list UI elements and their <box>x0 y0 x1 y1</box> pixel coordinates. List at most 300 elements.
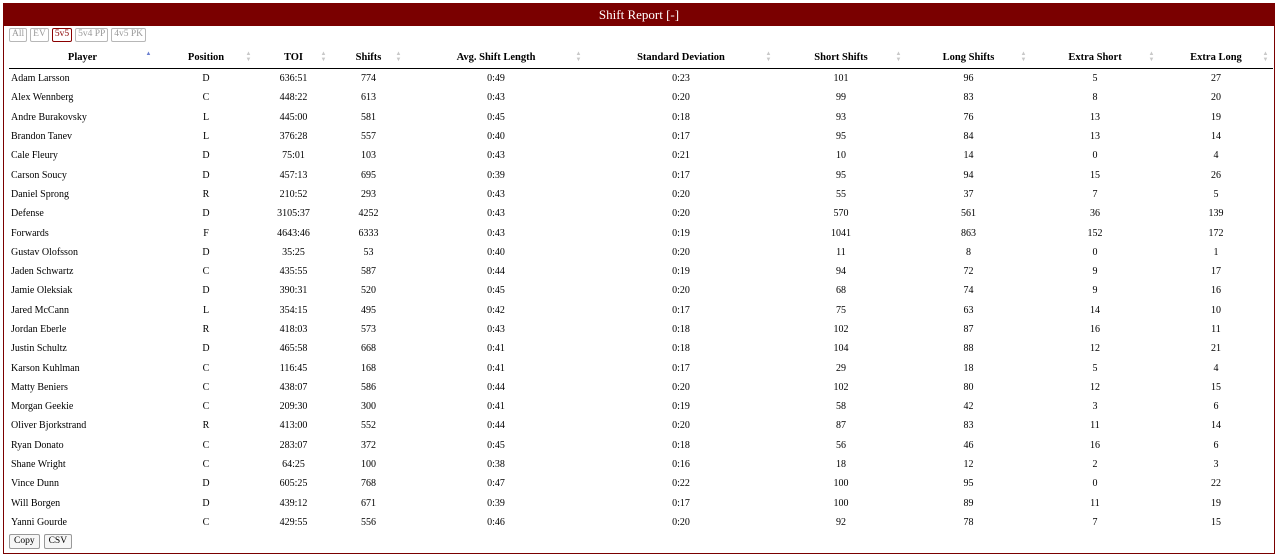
column-header-extra-long[interactable] <box>1159 46 1273 69</box>
table-cell: L <box>202 304 210 316</box>
column-label: Short Shifts <box>814 51 868 63</box>
table-cell: 0:44 <box>487 381 505 393</box>
table-cell: 520 <box>361 285 376 297</box>
table-cell: 0:16 <box>672 459 690 471</box>
table-cell: 774 <box>361 73 376 85</box>
sort-both-icon: ▲ ▼ <box>1262 51 1269 63</box>
table-cell: 4 <box>1213 362 1219 374</box>
table-cell: 75 <box>836 304 846 316</box>
table-cell: 0:42 <box>487 304 505 316</box>
table-cell: 20 <box>1211 92 1221 104</box>
table-cell: R <box>202 324 210 335</box>
table-cell: 74 <box>963 285 974 297</box>
player-name-cell: Jordan Eberle <box>11 324 67 335</box>
table-row <box>9 108 1273 127</box>
player-name-cell: Morgan Geekie <box>11 401 74 413</box>
table-cell: 636:51 <box>279 73 308 85</box>
table-cell: 84 <box>963 131 974 143</box>
table-row <box>9 416 1273 435</box>
table-cell: 0:18 <box>672 343 690 355</box>
table-cell: 376:28 <box>279 131 308 143</box>
table-cell: 0:17 <box>672 362 690 374</box>
table-cell: 0:18 <box>672 324 690 335</box>
filter-all[interactable]: All <box>9 28 27 42</box>
table-cell: 0:40 <box>487 246 505 258</box>
table-cell: 1041 <box>831 227 851 239</box>
table-cell: 104 <box>833 343 849 355</box>
table-cell: 0:20 <box>672 246 690 258</box>
table-cell: C <box>202 381 210 393</box>
table-cell: 100 <box>361 459 376 471</box>
sort-both-icon: ▲ ▼ <box>245 51 252 63</box>
table-cell: 695 <box>361 169 376 181</box>
report-title[interactable]: Shift Report [-] <box>4 4 1274 26</box>
table-row <box>9 436 1273 455</box>
table-cell: D <box>202 73 210 85</box>
table-cell: 495 <box>361 304 376 316</box>
table-cell: 587 <box>361 266 376 278</box>
table-cell: 75:01 <box>282 150 305 162</box>
situation-filter-bar <box>9 28 146 42</box>
table-cell: 283:07 <box>279 439 308 451</box>
table-cell: 0:20 <box>672 516 690 528</box>
table-cell: 53 <box>363 246 374 258</box>
table-cell: 15 <box>1211 381 1221 393</box>
table-row <box>9 146 1273 165</box>
table-cell: 5 <box>1092 73 1098 85</box>
table-cell: 5 <box>1213 188 1219 200</box>
table-cell: 4 <box>1213 150 1219 162</box>
table-row <box>9 88 1273 107</box>
table-cell: 35:25 <box>282 246 305 258</box>
table-cell: 12 <box>963 459 974 471</box>
table-cell: 100 <box>833 497 849 509</box>
table-cell: 29 <box>836 362 846 374</box>
sort-both-icon: ▲ ▼ <box>320 51 327 63</box>
sort-both-icon: ▲ ▼ <box>395 51 402 63</box>
table-cell: 96 <box>963 73 974 85</box>
sort-both-icon: ▲ ▼ <box>1148 51 1155 63</box>
table-cell: L <box>202 111 210 123</box>
table-cell: 354:15 <box>279 304 308 316</box>
table-cell: 570 <box>833 208 849 220</box>
table-row <box>9 281 1273 300</box>
table-cell: D <box>202 246 210 258</box>
table-cell: 27 <box>1211 73 1221 85</box>
table-cell: 102 <box>833 381 849 393</box>
table-cell: 0:39 <box>487 497 505 509</box>
table-cell: 5 <box>1092 362 1098 374</box>
table-cell: 9 <box>1092 285 1098 297</box>
table-cell: 11 <box>1211 324 1221 335</box>
table-cell: 103 <box>361 150 376 162</box>
table-cell: 0:19 <box>672 401 690 413</box>
table-cell: R <box>202 188 210 200</box>
table-cell: 439:12 <box>279 497 308 509</box>
table-cell: 76 <box>963 111 974 123</box>
table-cell: 19 <box>1211 111 1221 123</box>
table-cell: 87 <box>836 420 846 432</box>
column-header-standard-deviation[interactable] <box>586 46 776 69</box>
table-cell: 21 <box>1211 343 1221 355</box>
table-cell: 0:18 <box>672 439 690 451</box>
table-cell: 14 <box>1090 304 1100 316</box>
table-cell: 58 <box>836 401 846 413</box>
player-name-cell: Oliver Bjorkstrand <box>11 420 87 432</box>
table-cell: 46 <box>963 439 974 451</box>
table-cell: 8 <box>966 246 971 258</box>
table-cell: 139 <box>1208 208 1224 220</box>
table-row <box>9 127 1273 146</box>
table-cell: D <box>202 497 210 509</box>
table-cell: C <box>202 401 210 413</box>
table-cell: 2 <box>1092 459 1098 471</box>
table-cell: 613 <box>361 92 376 104</box>
column-header-short-shifts[interactable] <box>776 46 906 69</box>
table-cell: 19 <box>1211 497 1221 509</box>
table-cell: 0:44 <box>487 420 505 432</box>
table-cell: 42 <box>963 401 974 413</box>
table-cell: 863 <box>961 227 976 239</box>
table-cell: 7 <box>1092 188 1098 200</box>
table-cell: 99 <box>836 92 846 104</box>
table-cell: 0:43 <box>487 188 505 200</box>
player-name-cell: Brandon Tanev <box>11 131 73 143</box>
column-header-toi[interactable] <box>256 46 331 69</box>
table-cell: 16 <box>1090 439 1100 451</box>
table-cell: 573 <box>361 324 376 335</box>
table-cell: 210:52 <box>279 188 308 200</box>
sort-both-icon: ▲ ▼ <box>765 51 772 63</box>
player-name-cell: Will Borgen <box>11 497 61 509</box>
table-cell: 37 <box>963 188 974 200</box>
table-cell: 457:13 <box>279 169 308 181</box>
table-cell: 15 <box>1090 169 1100 181</box>
table-cell: 6 <box>1213 439 1219 451</box>
player-name-cell: Gustav Olofsson <box>11 246 78 258</box>
table-cell: C <box>202 362 210 374</box>
table-cell: 0:45 <box>487 111 505 123</box>
table-cell: 556 <box>361 516 376 528</box>
table-cell: C <box>202 266 210 278</box>
table-row <box>9 262 1273 281</box>
table-cell: 0:22 <box>672 478 690 490</box>
table-cell: 0:40 <box>487 131 505 143</box>
table-cell: 18 <box>836 459 846 471</box>
table-cell: 390:31 <box>279 285 308 297</box>
table-cell: 36 <box>1090 208 1100 220</box>
table-cell: 668 <box>361 343 376 355</box>
csv-button[interactable]: CSV <box>44 534 72 549</box>
table-row <box>9 243 1273 262</box>
table-cell: 0:38 <box>487 459 505 471</box>
table-cell: D <box>202 150 210 162</box>
table-cell: 92 <box>836 516 846 528</box>
table-cell: D <box>202 285 210 297</box>
table-row <box>9 320 1273 339</box>
filter-ev[interactable]: EV <box>30 28 49 42</box>
table-cell: 0:43 <box>487 324 505 335</box>
table-cell: 0:21 <box>672 150 690 162</box>
shift-report-table <box>9 46 1273 532</box>
player-name-cell: Vince Dunn <box>11 478 59 490</box>
filter-4v5-pk[interactable]: 4v5 PK <box>111 28 146 42</box>
table-cell: 561 <box>961 208 976 220</box>
player-name-cell: Carson Soucy <box>11 169 67 181</box>
table-row <box>9 378 1273 397</box>
table-cell: 14 <box>963 150 974 162</box>
table-cell: 438:07 <box>279 381 308 393</box>
table-cell: 168 <box>361 362 376 374</box>
column-header-avg-shift-length[interactable] <box>406 46 586 69</box>
column-label: Shifts <box>355 51 382 63</box>
table-cell: 0:23 <box>672 73 690 85</box>
table-cell: 6333 <box>358 227 379 239</box>
table-cell: 418:03 <box>279 324 308 335</box>
table-cell: 80 <box>963 381 974 393</box>
table-cell: 0:45 <box>487 285 505 297</box>
table-cell: 63 <box>963 304 974 316</box>
column-label: Avg. Shift Length <box>456 51 536 63</box>
table-header-row <box>9 46 1273 69</box>
table-cell: 557 <box>361 131 376 143</box>
column-label: Extra Short <box>1068 51 1122 63</box>
table-cell: 4643:46 <box>277 227 310 239</box>
table-cell: 87 <box>963 324 974 335</box>
table-cell: 152 <box>1087 227 1103 239</box>
table-cell: 0:46 <box>487 516 505 528</box>
table-cell: 95 <box>836 131 846 143</box>
sort-both-icon: ▲ ▼ <box>575 51 582 63</box>
table-cell: 448:22 <box>279 92 308 104</box>
export-buttons <box>9 534 72 549</box>
table-cell: 0:17 <box>672 304 690 316</box>
table-cell: 95 <box>836 169 846 181</box>
filter-5v5[interactable]: 5v5 <box>52 28 72 42</box>
table-row <box>9 358 1273 377</box>
column-label: TOI <box>283 51 304 63</box>
table-cell: 14 <box>1211 420 1221 432</box>
table-cell: 22 <box>1211 478 1221 490</box>
table-cell: 293 <box>361 188 376 200</box>
column-header-shifts[interactable] <box>331 46 406 69</box>
column-header-player[interactable] <box>9 46 156 69</box>
table-cell: 0:20 <box>672 188 690 200</box>
table-cell: 94 <box>963 169 974 181</box>
table-cell: 0:17 <box>672 131 690 143</box>
table-cell: 12 <box>1090 343 1100 355</box>
table-cell: 0:43 <box>487 208 505 220</box>
table-cell: L <box>202 131 210 143</box>
table-cell: 10 <box>1211 304 1221 316</box>
table-cell: 26 <box>1211 169 1221 181</box>
table-cell: 102 <box>833 324 849 335</box>
table-row <box>9 339 1273 358</box>
table-row <box>9 69 1273 89</box>
player-name-cell: Cale Fleury <box>11 150 58 162</box>
sort-ascending-icon: ▲ <box>145 51 152 57</box>
table-cell: 0:41 <box>487 401 505 413</box>
table-row <box>9 397 1273 416</box>
table-cell: 300 <box>361 401 376 413</box>
player-name-cell: Defense <box>11 208 44 220</box>
table-cell: 68 <box>836 285 846 297</box>
table-cell: 0:20 <box>672 92 690 104</box>
player-name-cell: Jared McCann <box>11 304 70 316</box>
player-name-cell: Jaden Schwartz <box>11 266 74 278</box>
table-cell: R <box>202 420 210 432</box>
table-row <box>9 301 1273 320</box>
table-cell: 10 <box>836 150 846 162</box>
table-cell: 671 <box>361 497 376 509</box>
table-cell: 0:18 <box>672 111 690 123</box>
table-cell: 64:25 <box>282 459 305 471</box>
table-cell: 0:43 <box>487 227 505 239</box>
player-name-cell: Forwards <box>11 227 49 239</box>
table-cell: 0:43 <box>487 150 505 162</box>
table-cell: 11 <box>836 246 846 258</box>
table-cell: 6 <box>1213 401 1219 413</box>
table-cell: 78 <box>963 516 974 528</box>
table-cell: 0:20 <box>672 208 690 220</box>
table-cell: D <box>202 478 210 490</box>
table-row <box>9 165 1273 184</box>
table-cell: 17 <box>1211 266 1221 278</box>
table-cell: 89 <box>963 497 974 509</box>
table-cell: 12 <box>1090 381 1100 393</box>
table-cell: 56 <box>836 439 846 451</box>
player-name-cell: Justin Schultz <box>11 343 67 355</box>
table-cell: 0 <box>1092 478 1098 490</box>
player-name-cell: Andre Burakovsky <box>11 111 87 123</box>
table-cell: 0:39 <box>487 169 505 181</box>
table-cell: 55 <box>836 188 846 200</box>
sort-both-icon: ▲ ▼ <box>1020 51 1027 63</box>
table-cell: 16 <box>1090 324 1100 335</box>
table-cell: 116:45 <box>279 362 308 374</box>
table-cell: 0:47 <box>487 478 505 490</box>
table-cell: 0:20 <box>672 285 690 297</box>
table-cell: D <box>202 343 210 355</box>
player-name-cell: Adam Larsson <box>11 73 70 85</box>
table-cell: 0:41 <box>487 343 505 355</box>
table-cell: D <box>202 169 210 181</box>
table-cell: 0 <box>1092 246 1098 258</box>
table-cell: 0:43 <box>487 92 505 104</box>
table-cell: 209:30 <box>279 401 308 413</box>
table-cell: 72 <box>963 266 974 278</box>
table-cell: 172 <box>1208 227 1224 239</box>
table-row <box>9 474 1273 493</box>
table-cell: 768 <box>361 478 376 490</box>
table-cell: 586 <box>361 381 376 393</box>
table-cell: 14 <box>1211 131 1221 143</box>
table-cell: 13 <box>1090 131 1100 143</box>
column-label: Player <box>67 51 98 63</box>
table-cell: 0:17 <box>672 497 690 509</box>
table-cell: 8 <box>1092 92 1098 104</box>
table-row <box>9 185 1273 204</box>
filter-5v4-pp[interactable]: 5v4 PP <box>75 28 108 42</box>
table-cell: 552 <box>361 420 376 432</box>
table-cell: 0 <box>1092 150 1098 162</box>
table-cell: 83 <box>963 92 974 104</box>
table-cell: 605:25 <box>279 478 308 490</box>
player-name-cell: Matty Beniers <box>11 381 68 393</box>
table-cell: C <box>202 516 210 528</box>
table-row <box>9 223 1273 242</box>
column-header-position[interactable] <box>156 46 256 69</box>
table-cell: 0:20 <box>672 381 690 393</box>
column-header-long-shifts[interactable] <box>906 46 1031 69</box>
table-cell: 3105:37 <box>277 208 310 220</box>
table-row <box>9 455 1273 474</box>
column-label: Long Shifts <box>942 51 995 63</box>
table-cell: 9 <box>1092 266 1098 278</box>
table-cell: 16 <box>1211 285 1221 297</box>
table-cell: 445:00 <box>279 111 308 123</box>
table-cell: C <box>202 439 210 451</box>
table-cell: 100 <box>833 478 849 490</box>
player-name-cell: Daniel Sprong <box>11 188 70 200</box>
table-cell: 93 <box>836 111 846 123</box>
column-label: Extra Long <box>1190 51 1242 63</box>
column-header-extra-short[interactable] <box>1031 46 1159 69</box>
table-cell: 13 <box>1090 111 1100 123</box>
copy-button[interactable]: Copy <box>9 534 40 549</box>
player-name-cell: Shane Wright <box>11 459 66 471</box>
table-cell: 0:44 <box>487 266 505 278</box>
table-cell: 11 <box>1090 497 1100 509</box>
table-cell: 435:55 <box>279 266 308 278</box>
table-cell: 0:19 <box>672 227 690 239</box>
column-label: Position <box>187 51 225 63</box>
table-cell: 429:55 <box>279 516 308 528</box>
table-row <box>9 204 1273 223</box>
table-cell: F <box>203 227 209 239</box>
table-cell: 7 <box>1092 516 1098 528</box>
player-name-cell: Ryan Donato <box>11 439 64 451</box>
table-cell: 0:19 <box>672 266 690 278</box>
table-cell: 83 <box>963 420 974 432</box>
table-body <box>9 69 1273 533</box>
table-cell: 465:58 <box>279 343 308 355</box>
table-cell: C <box>202 459 210 471</box>
table-cell: 18 <box>963 362 974 374</box>
player-name-cell: Karson Kuhlman <box>11 362 80 374</box>
table-row <box>9 513 1273 532</box>
table-cell: 11 <box>1090 420 1100 432</box>
table-cell: 1 <box>1213 246 1219 258</box>
table-cell: 4252 <box>358 208 379 220</box>
table-cell: D <box>202 208 210 220</box>
sort-both-icon: ▲ ▼ <box>895 51 902 63</box>
table-cell: 0:45 <box>487 439 505 451</box>
table-cell: 372 <box>361 439 376 451</box>
shift-report-panel <box>3 3 1275 554</box>
column-label: Standard Deviation <box>637 51 725 63</box>
table-cell: C <box>202 92 210 104</box>
player-name-cell: Yanni Gourde <box>11 516 67 528</box>
table-cell: 0:41 <box>487 362 505 374</box>
table-cell: 581 <box>361 111 376 123</box>
table-cell: 15 <box>1211 516 1221 528</box>
table-cell: 0:17 <box>672 169 690 181</box>
table-cell: 0:20 <box>672 420 690 432</box>
table-cell: 88 <box>963 343 974 355</box>
table-cell: 101 <box>833 73 849 85</box>
table-cell: 3 <box>1213 459 1219 471</box>
